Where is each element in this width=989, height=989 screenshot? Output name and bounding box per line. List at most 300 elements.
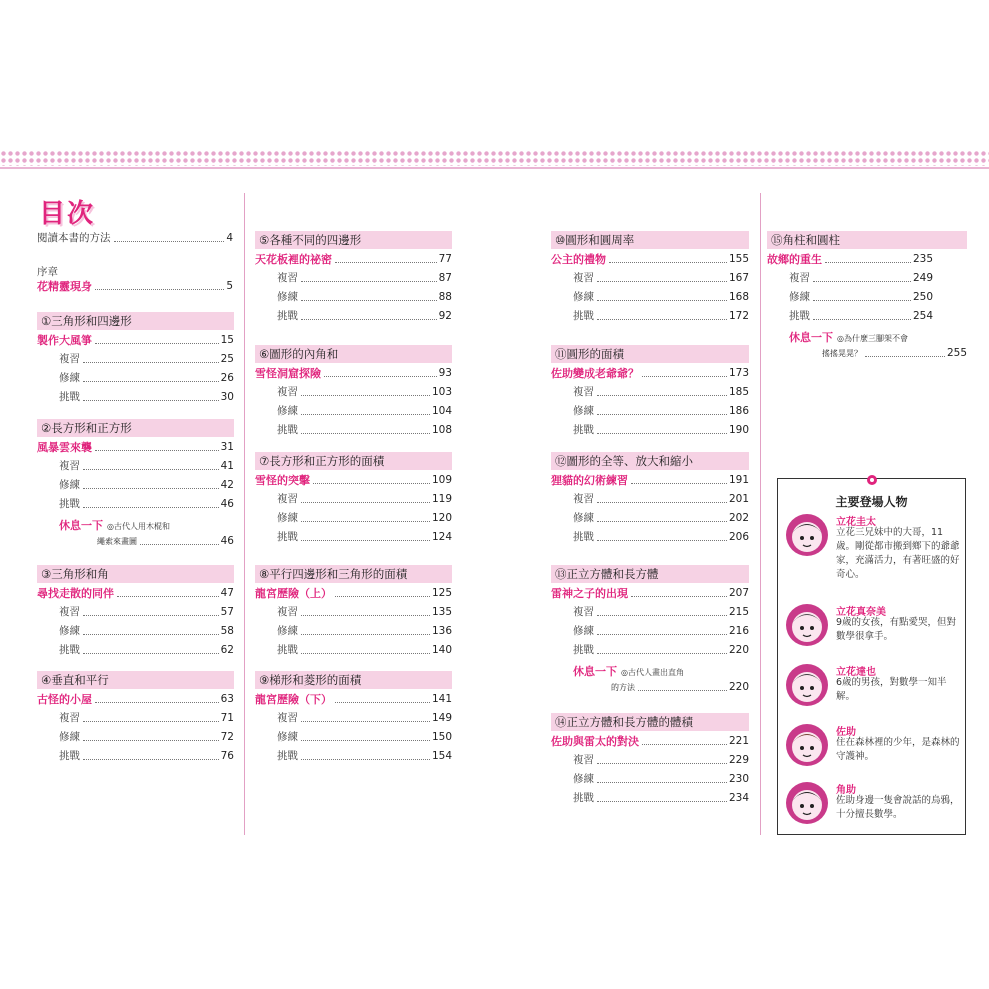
dot-leader bbox=[95, 450, 219, 451]
dot-leader bbox=[95, 289, 224, 290]
character-description: 住在森林裡的少年，是森林的守護神。 bbox=[836, 737, 960, 762]
chapter-heading[interactable]: ⑧平行四邊形和三角形的面積 bbox=[255, 565, 452, 583]
toc-item-page: 76 bbox=[220, 750, 234, 762]
toc-item-label: 複習 bbox=[573, 386, 594, 398]
toc-story-page: 109 bbox=[431, 474, 452, 486]
dot-leader bbox=[140, 544, 219, 545]
dot-leader bbox=[301, 759, 430, 760]
toc-item-page: 185 bbox=[728, 386, 749, 398]
chapter-heading[interactable]: ⑬正立方體和長方體 bbox=[551, 565, 749, 583]
dot-leader bbox=[83, 759, 219, 760]
break-line2[interactable] bbox=[97, 535, 234, 548]
dot-leader bbox=[301, 433, 430, 434]
dot-leader bbox=[597, 433, 727, 434]
toc-item[interactable] bbox=[59, 606, 234, 619]
character-avatar bbox=[785, 603, 829, 647]
dot-leader bbox=[597, 653, 727, 654]
dot-leader bbox=[638, 690, 727, 691]
toc-item-label: 複習 bbox=[59, 353, 80, 365]
toc-item[interactable] bbox=[573, 424, 749, 437]
toc-item[interactable] bbox=[573, 512, 749, 525]
toc-item-page: 140 bbox=[431, 644, 452, 656]
toc-item[interactable] bbox=[573, 754, 749, 767]
toc-story[interactable] bbox=[255, 474, 452, 487]
toc-item[interactable] bbox=[573, 792, 749, 805]
toc-item[interactable] bbox=[573, 310, 749, 323]
toc-item-label: 修練 bbox=[59, 625, 80, 637]
toc-item-page: 87 bbox=[438, 272, 452, 284]
chapter-heading[interactable]: ⑥圖形的內角和 bbox=[255, 345, 452, 363]
toc-item-label: 修練 bbox=[573, 405, 594, 417]
toc-item-label: 挑戰 bbox=[573, 310, 594, 322]
toc-item[interactable] bbox=[789, 310, 933, 323]
toc-story-label: 龍宮歷險（下） bbox=[255, 693, 332, 706]
toc-item-page: 186 bbox=[728, 405, 749, 417]
toc-item[interactable] bbox=[277, 712, 452, 725]
toc-item[interactable] bbox=[277, 531, 452, 544]
toc-intro-label: 閱讀本書的方法 bbox=[37, 232, 111, 244]
characters-box bbox=[777, 478, 966, 835]
toc-item[interactable] bbox=[573, 644, 749, 657]
toc-story-label: 尋找走散的同伴 bbox=[37, 587, 114, 600]
character-avatar bbox=[785, 723, 829, 767]
toc-item[interactable] bbox=[573, 531, 749, 544]
toc-item-page: 229 bbox=[728, 754, 749, 766]
break-note-2: 搖搖晃晃？ bbox=[822, 349, 862, 358]
toc-item-page: 220 bbox=[728, 644, 749, 656]
dot-leader bbox=[597, 395, 727, 396]
break-item[interactable] bbox=[573, 665, 684, 679]
toc-item-page: 201 bbox=[728, 493, 749, 505]
break-line2[interactable] bbox=[611, 681, 749, 694]
flower-icon bbox=[867, 475, 877, 485]
toc-story-label: 故鄉的重生 bbox=[767, 253, 822, 266]
toc-item-label: 挑戰 bbox=[59, 498, 80, 510]
chapter-heading[interactable]: ④垂直和平行 bbox=[37, 671, 234, 689]
break-label: 休息一下 bbox=[789, 331, 833, 344]
toc-story-page: 207 bbox=[728, 587, 749, 599]
toc-item[interactable] bbox=[59, 479, 234, 492]
toc-item-page: 26 bbox=[220, 372, 234, 384]
toc-item-label: 複習 bbox=[573, 606, 594, 618]
toc-item-page: 254 bbox=[912, 310, 933, 322]
toc-item[interactable] bbox=[59, 353, 234, 366]
prologue-label: 序章 bbox=[37, 266, 58, 278]
toc-item[interactable] bbox=[277, 310, 452, 323]
toc-story-page: 63 bbox=[220, 693, 234, 705]
toc-story-label: 風暴雲來襲 bbox=[37, 441, 92, 454]
dot-leader bbox=[597, 300, 727, 301]
dot-leader bbox=[83, 400, 219, 401]
toc-item[interactable] bbox=[59, 391, 234, 404]
toc-item-label: 修練 bbox=[277, 405, 298, 417]
break-note: ◎古代人畫出直角 bbox=[621, 668, 684, 677]
toc-item-page: 120 bbox=[431, 512, 452, 524]
toc-prologue-story[interactable] bbox=[37, 280, 233, 293]
toc-item-page: 149 bbox=[431, 712, 452, 724]
dot-leader bbox=[609, 262, 727, 263]
toc-story-page: 31 bbox=[220, 441, 234, 453]
toc-item[interactable] bbox=[59, 460, 234, 473]
toc-item[interactable] bbox=[277, 731, 452, 744]
toc-item-label: 複習 bbox=[59, 712, 80, 724]
toc-item-label: 複習 bbox=[59, 460, 80, 472]
toc-story-page: 173 bbox=[728, 367, 749, 379]
toc-item[interactable] bbox=[573, 272, 749, 285]
toc-story-label: 佐助變成老爺爺？ bbox=[551, 367, 639, 380]
toc-item[interactable] bbox=[573, 606, 749, 619]
toc-item-page: 62 bbox=[220, 644, 234, 656]
dot-leader bbox=[597, 615, 727, 616]
toc-item-page: 168 bbox=[728, 291, 749, 303]
character-name: 立花達也 bbox=[836, 667, 876, 678]
toc-item-label: 挑戰 bbox=[573, 644, 594, 656]
toc-item-page: 190 bbox=[728, 424, 749, 436]
dot-leader bbox=[597, 763, 727, 764]
toc-item[interactable] bbox=[573, 625, 749, 638]
character-avatar bbox=[785, 513, 829, 557]
toc-story-label: 天花板裡的祕密 bbox=[255, 253, 332, 266]
toc-story-label: 雪怪的突擊 bbox=[255, 474, 310, 487]
toc-item-label: 複習 bbox=[277, 493, 298, 505]
toc-story-page: 191 bbox=[728, 474, 749, 486]
toc-item[interactable] bbox=[59, 712, 234, 725]
toc-story[interactable] bbox=[255, 693, 452, 706]
toc-item-page: 41 bbox=[220, 460, 234, 472]
toc-item-label: 挑戰 bbox=[277, 644, 298, 656]
toc-story-label: 佐助與雷太的對決 bbox=[551, 735, 639, 748]
toc-item-page: 230 bbox=[728, 773, 749, 785]
toc-story[interactable] bbox=[551, 474, 749, 487]
toc-item[interactable] bbox=[573, 291, 749, 304]
toc-item-page: 135 bbox=[431, 606, 452, 618]
page-title: 目次 bbox=[39, 199, 96, 229]
toc-item-page: 57 bbox=[220, 606, 234, 618]
toc-item-label: 挑戰 bbox=[789, 310, 810, 322]
toc-item-label: 複習 bbox=[277, 272, 298, 284]
dot-leader bbox=[597, 540, 727, 541]
break-label: 休息一下 bbox=[59, 519, 103, 532]
toc-item-page: 167 bbox=[728, 272, 749, 284]
toc-item-label: 挑戰 bbox=[59, 750, 80, 762]
dot-leader bbox=[597, 521, 727, 522]
dot-leader bbox=[335, 702, 430, 703]
chapter-heading[interactable]: ⑩圓形和圓周率 bbox=[551, 231, 749, 249]
toc-item-page: 250 bbox=[912, 291, 933, 303]
toc-item-label: 修練 bbox=[59, 372, 80, 384]
dot-leader bbox=[301, 319, 437, 320]
toc-item[interactable] bbox=[277, 424, 452, 437]
dot-leader bbox=[813, 300, 911, 301]
dot-leader bbox=[301, 414, 430, 415]
character-description: 立花三兄妹中的大哥，11歲。剛從都市搬到鄉下的爺爺家，充滿活力，有著旺盛的好奇心。 bbox=[836, 527, 960, 580]
toc-story-page: 141 bbox=[431, 693, 452, 705]
toc-story-page: 125 bbox=[431, 587, 452, 599]
dot-leader bbox=[83, 381, 219, 382]
toc-item-page: 71 bbox=[220, 712, 234, 724]
toc-story[interactable] bbox=[551, 253, 749, 266]
toc-story-page: 77 bbox=[438, 253, 452, 265]
toc-item-label: 修練 bbox=[789, 291, 810, 303]
toc-item[interactable] bbox=[59, 372, 234, 385]
dot-leader bbox=[301, 740, 430, 741]
dot-leader bbox=[301, 540, 430, 541]
toc-item[interactable] bbox=[59, 750, 234, 763]
toc-item-label: 挑戰 bbox=[59, 391, 80, 403]
chapter-heading[interactable]: ③三角形和角 bbox=[37, 565, 234, 583]
toc-item-page: 42 bbox=[220, 479, 234, 491]
dot-leader bbox=[301, 300, 437, 301]
toc-item-page: 216 bbox=[728, 625, 749, 637]
toc-story-label: 古怪的小屋 bbox=[37, 693, 92, 706]
toc-item-label: 修練 bbox=[277, 512, 298, 524]
toc-item-label: 挑戰 bbox=[277, 531, 298, 543]
break-note-2: 繩索來畫圖 bbox=[97, 537, 137, 546]
dot-leader bbox=[813, 319, 911, 320]
toc-item-label: 複習 bbox=[789, 272, 810, 284]
toc-story-page: 47 bbox=[220, 587, 234, 599]
toc-story[interactable] bbox=[37, 587, 234, 600]
chapter-heading[interactable]: ⑦長方形和正方形的面積 bbox=[255, 452, 452, 470]
toc-story-label: 雷神之子的出現 bbox=[551, 587, 628, 600]
chapter-heading[interactable]: ①三角形和四邊形 bbox=[37, 312, 234, 330]
dot-leader bbox=[83, 507, 219, 508]
toc-item[interactable] bbox=[59, 731, 234, 744]
dot-leader bbox=[631, 596, 727, 597]
character-description: 6歲的男孩，對數學一知半解。 bbox=[836, 677, 947, 702]
chapter-heading[interactable]: ⑮角柱和圓柱 bbox=[767, 231, 967, 249]
toc-story-label: 公主的禮物 bbox=[551, 253, 606, 266]
dot-leader bbox=[597, 414, 727, 415]
toc-story[interactable] bbox=[551, 735, 749, 748]
dot-leader bbox=[83, 634, 219, 635]
dot-leader bbox=[597, 502, 727, 503]
dot-leader bbox=[631, 483, 727, 484]
break-label: 休息一下 bbox=[573, 665, 617, 678]
dot-leader bbox=[301, 721, 430, 722]
dot-leader bbox=[865, 356, 945, 357]
character-name: 立花真奈美 bbox=[836, 607, 886, 618]
toc-story[interactable] bbox=[37, 441, 234, 454]
dot-leader bbox=[95, 702, 219, 703]
toc-item[interactable] bbox=[573, 405, 749, 418]
toc-item-label: 修練 bbox=[277, 625, 298, 637]
toc-item[interactable] bbox=[59, 625, 234, 638]
dot-leader bbox=[324, 376, 437, 377]
dot-leader bbox=[83, 362, 219, 363]
toc-item[interactable] bbox=[277, 386, 452, 399]
toc-item-label: 複習 bbox=[59, 606, 80, 618]
toc-item[interactable] bbox=[789, 291, 933, 304]
toc-item[interactable] bbox=[59, 644, 234, 657]
toc-story[interactable] bbox=[37, 693, 234, 706]
toc-story[interactable] bbox=[255, 587, 452, 600]
toc-item-page: 206 bbox=[728, 531, 749, 543]
toc-item[interactable] bbox=[573, 773, 749, 786]
toc-item-label: 複習 bbox=[573, 493, 594, 505]
chapter-heading[interactable]: ②長方形和正方形 bbox=[37, 419, 234, 437]
dot-leader bbox=[301, 615, 430, 616]
dot-leader bbox=[83, 469, 219, 470]
toc-item-page: 150 bbox=[431, 731, 452, 743]
toc-item-page: 172 bbox=[728, 310, 749, 322]
dot-leader bbox=[642, 376, 727, 377]
toc-item-page: 124 bbox=[431, 531, 452, 543]
dot-leader bbox=[301, 502, 430, 503]
character-avatar bbox=[785, 663, 829, 707]
break-item[interactable] bbox=[789, 331, 908, 345]
toc-item[interactable] bbox=[277, 272, 452, 285]
toc-story[interactable] bbox=[551, 587, 749, 600]
toc-item-label: 修練 bbox=[59, 731, 80, 743]
toc-story[interactable] bbox=[255, 367, 452, 380]
toc-item[interactable] bbox=[59, 498, 234, 511]
break-item[interactable] bbox=[59, 519, 170, 533]
dot-leader bbox=[597, 801, 727, 802]
toc-prologue-story-page: 5 bbox=[226, 280, 233, 292]
toc-item[interactable] bbox=[277, 405, 452, 418]
toc-item-label: 複習 bbox=[573, 754, 594, 766]
toc-item[interactable] bbox=[573, 493, 749, 506]
chapter-heading[interactable]: ⑭正立方體和長方體的體積 bbox=[551, 713, 749, 731]
break-note: ◎古代人用木棍和 bbox=[107, 522, 170, 531]
toc-item-page: 88 bbox=[438, 291, 452, 303]
toc-item-label: 挑戰 bbox=[573, 531, 594, 543]
dot-leader bbox=[301, 521, 430, 522]
toc-story-label: 狸貓的幻術練習 bbox=[551, 474, 628, 487]
toc-story-label: 雪怪洞窟探險 bbox=[255, 367, 321, 380]
dot-leader bbox=[301, 281, 437, 282]
break-page: 220 bbox=[728, 681, 749, 693]
dot-leader bbox=[335, 262, 437, 263]
toc-item-page: 104 bbox=[431, 405, 452, 417]
character-description: 佐助身邊一隻會說話的烏鴉，十分擅長數學。 bbox=[836, 795, 960, 820]
toc-item-label: 複習 bbox=[277, 606, 298, 618]
dot-leader bbox=[597, 634, 727, 635]
toc-item-label: 修練 bbox=[573, 291, 594, 303]
toc-story-page: 93 bbox=[438, 367, 452, 379]
toc-item-page: 25 bbox=[220, 353, 234, 365]
toc-item-label: 複習 bbox=[277, 712, 298, 724]
dot-leader bbox=[83, 740, 219, 741]
toc-item-label: 修練 bbox=[573, 625, 594, 637]
dot-leader bbox=[825, 262, 911, 263]
toc-item-label: 複習 bbox=[277, 386, 298, 398]
toc-item[interactable] bbox=[277, 493, 452, 506]
toc-item[interactable] bbox=[573, 386, 749, 399]
break-note-2: 的方法 bbox=[611, 683, 635, 692]
character-name: 立花圭太 bbox=[836, 517, 876, 528]
toc-item-label: 挑戰 bbox=[277, 310, 298, 322]
toc-item-page: 46 bbox=[220, 498, 234, 510]
toc-item-label: 修練 bbox=[277, 731, 298, 743]
toc-story[interactable] bbox=[255, 253, 452, 266]
toc-item-label: 挑戰 bbox=[573, 792, 594, 804]
dot-leader bbox=[597, 319, 727, 320]
toc-item-label: 修練 bbox=[277, 291, 298, 303]
toc-item[interactable] bbox=[277, 512, 452, 525]
toc-item[interactable] bbox=[277, 291, 452, 304]
dot-leader bbox=[95, 343, 219, 344]
dot-leader bbox=[301, 653, 430, 654]
toc-item-label: 修練 bbox=[59, 479, 80, 491]
chapter-heading[interactable]: ⑨梯形和菱形的面積 bbox=[255, 671, 452, 689]
toc-story[interactable] bbox=[37, 334, 234, 347]
character-name: 角助 bbox=[836, 785, 856, 796]
dot-leader bbox=[597, 782, 727, 783]
toc-item-page: 136 bbox=[431, 625, 452, 637]
toc-item-page: 103 bbox=[431, 386, 452, 398]
toc-item-label: 挑戰 bbox=[59, 644, 80, 656]
toc-prologue-story-label: 花精靈現身 bbox=[37, 280, 92, 293]
toc-story-label: 製作大風箏 bbox=[37, 334, 92, 347]
toc-item[interactable] bbox=[277, 644, 452, 657]
dot-leader bbox=[301, 634, 430, 635]
character-name: 佐助 bbox=[836, 727, 856, 738]
toc-item-page: 108 bbox=[431, 424, 452, 436]
toc-story-page: 155 bbox=[728, 253, 749, 265]
column-divider bbox=[244, 193, 245, 835]
decorative-top-band bbox=[0, 150, 989, 166]
toc-item-page: 154 bbox=[431, 750, 452, 762]
toc-item-page: 30 bbox=[220, 391, 234, 403]
toc-item-page: 58 bbox=[220, 625, 234, 637]
toc-item-label: 修練 bbox=[573, 512, 594, 524]
dot-leader bbox=[301, 395, 430, 396]
toc-item-page: 202 bbox=[728, 512, 749, 524]
toc-item[interactable] bbox=[789, 272, 933, 285]
character-avatar bbox=[785, 781, 829, 825]
break-note: ◎為什麼三腳架不會 bbox=[837, 334, 908, 343]
dot-leader bbox=[813, 281, 911, 282]
dot-leader bbox=[117, 596, 219, 597]
dot-leader bbox=[83, 653, 219, 654]
break-line2[interactable] bbox=[822, 347, 967, 360]
dot-leader bbox=[335, 596, 430, 597]
characters-heading: 主要登場人物 bbox=[835, 495, 908, 509]
toc-item-label: 複習 bbox=[573, 272, 594, 284]
toc-story-label: 龍宮歷險（上） bbox=[255, 587, 332, 600]
chapter-heading[interactable]: ⑫圖形的全等、放大和縮小 bbox=[551, 452, 749, 470]
toc-item-label: 挑戰 bbox=[573, 424, 594, 436]
break-page: 255 bbox=[946, 347, 967, 359]
dot-leader bbox=[83, 615, 219, 616]
toc-story[interactable] bbox=[767, 253, 933, 266]
dot-leader bbox=[642, 744, 727, 745]
toc-item-page: 92 bbox=[438, 310, 452, 322]
toc-item-page: 249 bbox=[912, 272, 933, 284]
toc-item[interactable] bbox=[277, 750, 452, 763]
toc-item-label: 修練 bbox=[573, 773, 594, 785]
dot-leader bbox=[83, 488, 219, 489]
chapter-heading[interactable]: ⑤各種不同的四邊形 bbox=[255, 231, 452, 249]
dot-leader bbox=[597, 281, 727, 282]
chapter-heading[interactable]: ⑪圓形的面積 bbox=[551, 345, 749, 363]
toc-story-page: 235 bbox=[912, 253, 933, 265]
toc-item[interactable] bbox=[277, 606, 452, 619]
dot-leader bbox=[313, 483, 430, 484]
toc-item-label: 挑戰 bbox=[277, 424, 298, 436]
toc-item-page: 72 bbox=[220, 731, 234, 743]
toc-story[interactable] bbox=[551, 367, 749, 380]
character-description: 9歲的女孩，有點愛哭，但對數學很拿手。 bbox=[836, 617, 957, 642]
toc-intro[interactable] bbox=[37, 232, 233, 245]
toc-intro-page: 4 bbox=[226, 232, 233, 244]
toc-item-page: 215 bbox=[728, 606, 749, 618]
toc-item-page: 119 bbox=[431, 493, 452, 505]
column-divider bbox=[760, 193, 761, 835]
toc-item[interactable] bbox=[277, 625, 452, 638]
